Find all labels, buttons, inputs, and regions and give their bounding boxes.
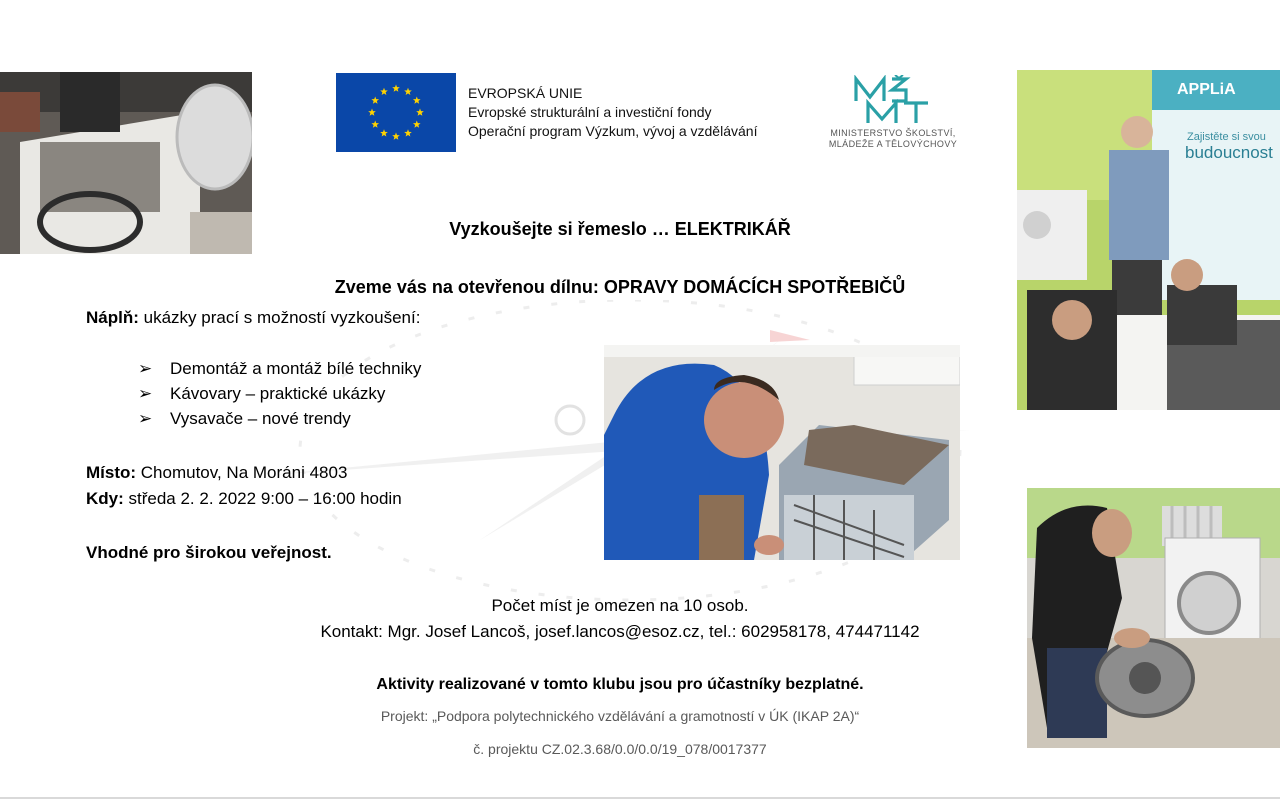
eu-star-icon (380, 88, 388, 95)
bullet-item (138, 359, 421, 379)
photo-dishwasher-repair (604, 345, 960, 560)
eu-logo-text (468, 84, 757, 141)
location-line (86, 463, 347, 483)
project-number: č. projektu CZ.02.3.68/0.0/0.0/19_078/0017377 (473, 741, 767, 757)
eu-funds-label: Evropské strukturální a investiční fondy (468, 104, 712, 120)
applia-line2: budoucnost (1185, 143, 1273, 162)
content-text: ukázky prací s možností vyzkoušení: (138, 308, 421, 327)
bullet-item (138, 409, 351, 429)
bullet-text: Vysavače – nové trendy (170, 409, 351, 428)
msmt-line1: MINISTERSTVO ŠKOLSTVÍ, (830, 128, 956, 138)
content-line (86, 308, 420, 328)
photo-appliance-workshop (1017, 70, 1280, 410)
date-line (86, 489, 402, 509)
location-label: Místo: (86, 463, 137, 482)
free-activities-note: Aktivity realizované v tomto klubu jsou pro účastníky bezplatné. (376, 676, 864, 693)
eu-flag-logo (336, 73, 456, 152)
eu-star-icon (416, 109, 424, 116)
eu-star-icon (392, 133, 400, 140)
msmt-logo-text (813, 128, 973, 149)
capacity-note: Počet míst je omezen na 10 osob. (491, 596, 749, 615)
bullet-text: Kávovary – praktické ukázky (170, 384, 386, 403)
eu-star-icon (413, 97, 421, 104)
eu-star-icon (392, 85, 400, 92)
photo-washing-machine-repair (0, 72, 252, 254)
eu-star-icon (404, 129, 412, 136)
eu-star-icon (404, 88, 412, 95)
arrow-bullet-icon: ➢ (138, 409, 153, 428)
date-text: středa 2. 2. 2022 9:00 – 16:00 hodin (123, 489, 402, 508)
arrow-bullet-icon: ➢ (138, 359, 153, 378)
eu-programme-label: Operační program Výzkum, vývoj a vzdělávání (468, 123, 758, 139)
applia-line1: Zajistěte si svou (1187, 131, 1266, 143)
eu-stars-icon (336, 73, 456, 152)
location-text: Chomutov, Na Moráni 4803 (136, 463, 348, 482)
bullet-text: Demontáž a montáž bílé techniky (170, 359, 422, 378)
eu-star-icon (371, 97, 379, 104)
bullet-item (138, 384, 385, 404)
photo-drum-repair (1027, 488, 1280, 748)
msmt-logo-icon (848, 75, 938, 125)
eu-star-icon (368, 109, 376, 116)
applia-brand: APPLiA (1177, 81, 1236, 98)
eu-star-icon (371, 121, 379, 128)
eu-title: EVROPSKÁ UNIE (468, 85, 583, 101)
bottom-divider (0, 797, 1280, 799)
eu-star-icon (380, 129, 388, 136)
date-label: Kdy: (86, 489, 124, 508)
msmt-line2: MLÁDEŽE A TĚLOVÝCHOVY (828, 138, 958, 149)
project-name: Projekt: „Podpora polytechnického vzdělávání a gramotností v ÚK (IKAP 2A)“ (380, 708, 860, 724)
contact-line: Kontakt: Mgr. Josef Lancoš, josef.lancos@esoz.cz, tel.: 602958178, 474471142 (320, 622, 920, 641)
audience-note: Vhodné pro širokou veřejnost. (86, 543, 332, 562)
content-label: Náplň: (86, 308, 139, 327)
headline-trade: Vyzkoušejte si řemeslo … ELEKTRIKÁŘ (449, 219, 791, 239)
headline-workshop: Zveme vás na otevřenou dílnu: OPRAVY DOMÁCÍCH SPOTŘEBIČŮ (334, 277, 906, 297)
arrow-bullet-icon: ➢ (138, 384, 153, 403)
eu-star-icon (413, 121, 421, 128)
